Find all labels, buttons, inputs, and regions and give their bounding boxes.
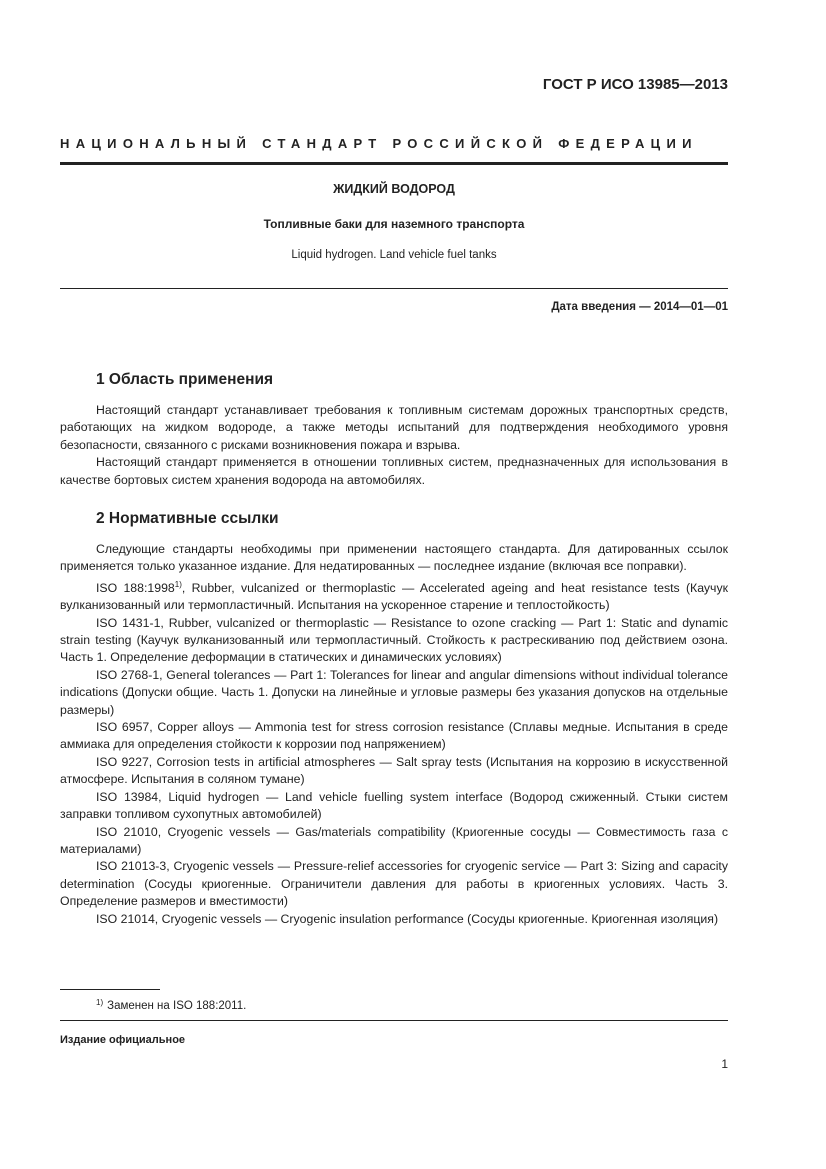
reference-item bbox=[60, 576, 728, 615]
footnote-marker: 1) bbox=[174, 579, 182, 589]
paragraph: Настоящий стандарт устанавливает требования к топливным системам дорожных транспортных средств, работающих на жидком водороде, а также методы испытаний для подтверждения необходимого уровня безопасности, связанного с рисками возникновения пожара и взрыва. bbox=[60, 403, 728, 452]
footer-divider bbox=[60, 1020, 728, 1021]
reference-item: ISO 6957, Copper alloys — Ammonia test for stress corrosion resistance (Сплавы медные. Испытания в среде аммиака для определения стойкости к коррозии под напряжением) bbox=[60, 720, 728, 752]
reference-item: ISO 21013-3, Cryogenic vessels — Pressure-relief accessories for cryogenic service — Part 3: Sizing and capacity determination (Сосуды криогенные. Ограничители давления для работы в криогенных условиях. Часть 3. Определение размеров и вместимости) bbox=[60, 859, 728, 909]
reference-code: ISO 188:1998 bbox=[96, 580, 175, 595]
footnote-divider bbox=[60, 989, 160, 990]
header-divider bbox=[60, 162, 728, 165]
official-edition-label: Издание официальное bbox=[60, 1034, 186, 1046]
paragraph: Следующие стандарты необходимы при применении настоящего стандарта. Для датированных ссылок применяется только указанное издание. Для недатированных — последнее издание (включая все поправки). bbox=[60, 542, 728, 574]
document-subtitle: Топливные баки для наземного транспорта bbox=[263, 217, 525, 231]
title-divider bbox=[60, 288, 728, 289]
section-2-heading: 2 Нормативные ссылки bbox=[96, 510, 279, 527]
document-title: ЖИДКИЙ ВОДОРОД bbox=[333, 182, 455, 196]
section-2-body bbox=[60, 541, 728, 928]
reference-item: ISO 21010, Cryogenic vessels — Gas/materials compatibility (Криогенные сосуды — Совместимость газа с материалами) bbox=[60, 824, 728, 856]
reference-item: ISO 21014, Cryogenic vessels — Cryogenic insulation performance (Сосуды криогенные. Криогенная изоляция) bbox=[96, 911, 719, 926]
footnote-text: Заменен на ISO 188:2011. bbox=[107, 1000, 247, 1012]
section-1-heading: 1 Область применения bbox=[96, 371, 274, 388]
page-number: 1 bbox=[721, 1057, 728, 1071]
footnote bbox=[96, 998, 246, 1012]
reference-item: ISO 1431-1, Rubber, vulcanized or thermoplastic — Resistance to ozone cracking — Part 1: Static and dynamic strain testing (Каучук вулканизованный или термопластичный. Стойкость к растрескиванию под действием озона. Часть 1. Определение деформации в статических и динамических условиях) bbox=[60, 615, 728, 665]
reference-item: ISO 13984, Liquid hydrogen — Land vehicle fuelling system interface (Водород сжиженный. Стыки систем заправки топливом сухопутных автомобилей) bbox=[60, 789, 728, 822]
document-title-english: Liquid hydrogen. Land vehicle fuel tanks bbox=[291, 249, 497, 261]
reference-item: ISO 9227, Corrosion tests in artificial atmospheres — Salt spray tests (Испытания на коррозию в искусственной атмосфере. Испытания в соляном тумане) bbox=[60, 754, 728, 787]
section-1-body bbox=[60, 402, 728, 489]
document-code: ГОСТ Р ИСО 13985—2013 bbox=[542, 76, 728, 93]
footnote-marker: 1) bbox=[96, 998, 104, 1007]
national-standard-banner: НАЦИОНАЛЬНЫЙ СТАНДАРТ РОССИЙСКОЙ ФЕДЕРАЦИИ bbox=[60, 136, 698, 151]
introduction-date: Дата введения — 2014—01—01 bbox=[551, 301, 728, 313]
reference-text: , Rubber, vulcanized or thermoplastic — Accelerated ageing and heat resistance tests (Каучук вулканизованный или термопластичный. Испытания на ускоренное старение и теплостойкость) bbox=[60, 580, 728, 613]
reference-item: ISO 2768-1, General tolerances — Part 1: Tolerances for linear and angular dimensions without individual tolerance indications (Допуски общие. Часть 1. Допуски на линейные и угловые размеры без указания допусков на отдельные размеры) bbox=[60, 667, 728, 717]
paragraph: Настоящий стандарт применяется в отношении топливных систем, предназначенных для использования в качестве бортовых систем хранения водорода на автомобилях. bbox=[60, 455, 728, 487]
